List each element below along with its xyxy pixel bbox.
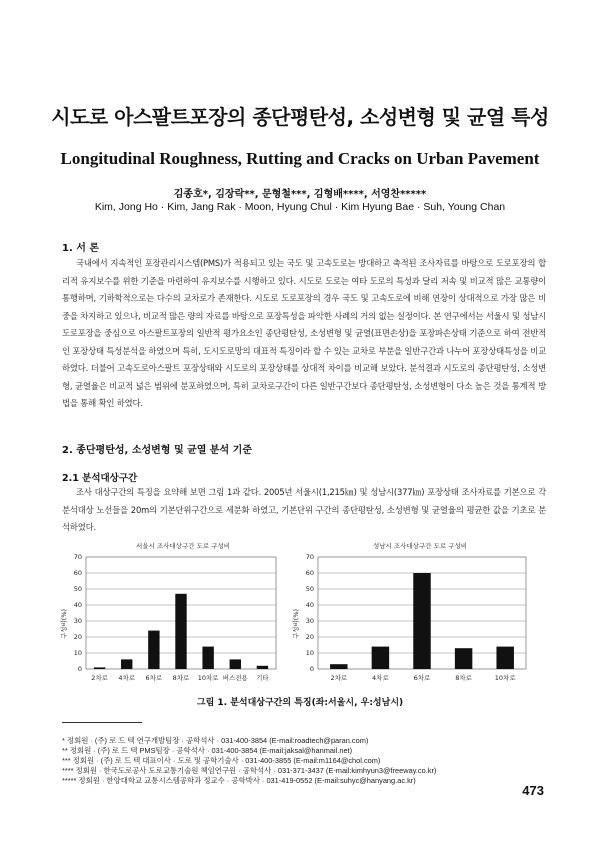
bar-10차로 bbox=[202, 647, 213, 669]
x-tick-label: 기타 bbox=[256, 674, 269, 682]
paper-title-korean: 시도로 아스팔트포장의 종단평탄성, 소성변형 및 균열 특성 bbox=[51, 105, 549, 129]
footnote-1: * 정회원 · (주) 로 드 텍 연구개발팀장 · 공학석사 · 031-400-3854 (E-mail:roadtech@paran.com) bbox=[62, 736, 369, 745]
section-2-heading: 2. 종단평탄성, 소성변형 및 균열 분석 기준 bbox=[62, 445, 253, 456]
x-tick-label: 10차로 bbox=[494, 674, 516, 682]
bar-6차로 bbox=[413, 573, 430, 669]
seoul-road-composition-chart bbox=[58, 540, 280, 690]
y-tick-label: 30 bbox=[73, 617, 82, 626]
section-1-heading: 1. 서 론 bbox=[62, 243, 100, 254]
bar-4차로 bbox=[121, 659, 132, 669]
x-tick-label: 2차로 bbox=[330, 674, 348, 682]
footnote-4: **** 정회원 · 한국도로공사 도로교통기술원 책임연구원 · 공학석사 · 031-371-3437 (E-mail:kimhyun3@freeway.co.kr) bbox=[62, 766, 437, 775]
section-1-body bbox=[62, 255, 546, 413]
x-tick-label: 10차로 bbox=[197, 674, 219, 682]
y-tick-label: 70 bbox=[73, 553, 82, 562]
y-tick-label: 60 bbox=[73, 569, 82, 578]
bar-6차로 bbox=[148, 631, 159, 669]
y-tick-label: 20 bbox=[305, 633, 314, 642]
chart-title: 서울시 조사대상구간 도로 구성비 bbox=[135, 542, 231, 550]
bar-8차로 bbox=[455, 648, 472, 669]
y-tick-label: 30 bbox=[305, 617, 314, 626]
bar-4차로 bbox=[372, 647, 389, 669]
x-tick-label: 8차로 bbox=[455, 674, 472, 682]
authors-english: Kim, Jong Ho · Kim, Jang Rak · Moon, Hyung Chul · Kim Hyung Bae · Suh, Young Chan bbox=[94, 201, 506, 213]
paper-title-english: Longitudinal Roughness, Rutting and Cracks on Urban Pavement bbox=[60, 149, 540, 168]
section-1-paragraph: 국내에서 지속적인 포장관리시스템(PMS)가 적용되고 있는 국도 및 고속도로는 방대하고 축적된 조사자료를 바탕으로 도로포장의 합리적 유지보수를 위한 기준을 마련하여 유지보수를 시행하고 있다. 시도로 도로는 여타 도로의 특성과 달리 저속 및 비교적 많은 교통량이 통행하며, 기하학적으로는 다수의 교차로가 존재한다. 시도로 도로포장의 경우 국도 및 고속도로에 비해 연장이 상대적으로 가장 많은 비중을 차지하고 있으나, 비교적 많은 량의 자료를 바탕으로 포장특성을 파악한 사례의 거의 없는 실정이다. 본 연구에서는 서울시 및 성남시 도로포장을 중심으로 아스팔트포장의 일반적 평가요소인 종단평탄성, 소성변형 및 균열(표면손상)을 포장파손상태 기준으로 하여 전반적인 포장상태 특성분석을 하였으며 특히, 도시도로망의 대표적 특징이라 할 수 있는 교차로 부분을 일반구간과 나누어 포장상태특성을 비교하였다. 더불어 고속도로아스팔트 포장상태와 시도로의 포장상태를 상대적 차이를 비교해 보았다. 분석결과 시도로의 종단평탄성, 소성변형, 균열율은 비교적 넓은 범위에 분포하였으며, 특히 교차로구간이 다른 일반구간보다 종단평탄성, 소성변형이 다소 높은 것을 통계적 방법을 통해 확인 하였다. bbox=[62, 258, 546, 408]
bar-2차로 bbox=[94, 667, 105, 669]
y-tick-label: 50 bbox=[305, 585, 314, 594]
y-tick-label: 50 bbox=[73, 585, 82, 594]
y-tick-label: 40 bbox=[73, 601, 82, 610]
section-2-1-heading: 2.1 분석대상구간 bbox=[62, 473, 138, 484]
seongnam-road-composition-chart bbox=[290, 540, 530, 690]
y-tick-label: 40 bbox=[305, 601, 314, 610]
footnote-divider bbox=[62, 722, 142, 723]
x-tick-label: 6차로 bbox=[413, 674, 431, 682]
y-tick-label: 70 bbox=[305, 553, 314, 562]
bar-8차로 bbox=[175, 594, 186, 669]
y-tick-label: 0 bbox=[77, 665, 82, 674]
y-tick-label: 20 bbox=[73, 633, 82, 642]
x-tick-label: 버스전용 bbox=[222, 674, 248, 682]
x-tick-label: 4차로 bbox=[118, 674, 136, 682]
figure-caption: 그림 1. 분석대상구간의 특징(좌:서울시, 우:성남시) bbox=[196, 698, 404, 708]
x-tick-label: 6차로 bbox=[145, 674, 163, 682]
x-tick-label: 8차로 bbox=[172, 674, 190, 682]
chart-title: 성남시 조사대상구간 도로 구성비 bbox=[372, 542, 468, 550]
bar-10차로 bbox=[496, 647, 513, 669]
x-tick-label: 4차로 bbox=[372, 674, 389, 682]
authors-korean: 김종호*, 김장락**, 문형철***, 김형배****, 서영찬***** bbox=[173, 189, 427, 200]
bar-2차로 bbox=[330, 664, 347, 669]
footnote-2: ** 정회원 · (주) 로 드 텍 PMS팀장 · 공학석사 · 031-400-3854 (E-mail:jaksal@hanmail.net) bbox=[62, 746, 353, 755]
x-tick-label: 2차로 bbox=[91, 674, 108, 682]
y-tick-label: 60 bbox=[305, 569, 314, 578]
y-axis-label: 구성비(%) bbox=[60, 608, 68, 640]
page-number: 473 bbox=[522, 783, 544, 798]
section-2-1-paragraph: 조사 대상구간의 특징을 요약해 보면 그림 1과 같다. 2005년 서울시(1,215㎞) 및 성남시(377㎞) 포장상태 조사자료를 기본으로 각 분석대상 노선들을 20m의 기본단위구간으로 세분화 하였고, 기본단위 구간의 종단평탄성, 소성변형 및 균열율의 평균한 값을 기초로 분석하였다. bbox=[62, 487, 546, 532]
y-axis-label: 구성비(%) bbox=[292, 608, 300, 640]
footnote-5: ***** 정회원 · 한양대학교 교통시스템공학과 정교수 · 공학박사 · 031-419-0552 (E-mail:suhyc@hanyang.ac.kr) bbox=[62, 776, 416, 785]
bar-버스전용 bbox=[230, 659, 241, 669]
section-2-1-body bbox=[62, 484, 546, 537]
y-tick-label: 10 bbox=[305, 649, 314, 658]
y-tick-label: 10 bbox=[73, 649, 82, 658]
bar-기타 bbox=[257, 666, 268, 669]
y-tick-label: 0 bbox=[309, 665, 314, 674]
footnote-3: *** 정회원 · (주) 로 드 텍 대표이사 · 도로 및 공학기술사 · 031-400-3855 (E-mail:m1164@chol.com) bbox=[62, 756, 381, 765]
